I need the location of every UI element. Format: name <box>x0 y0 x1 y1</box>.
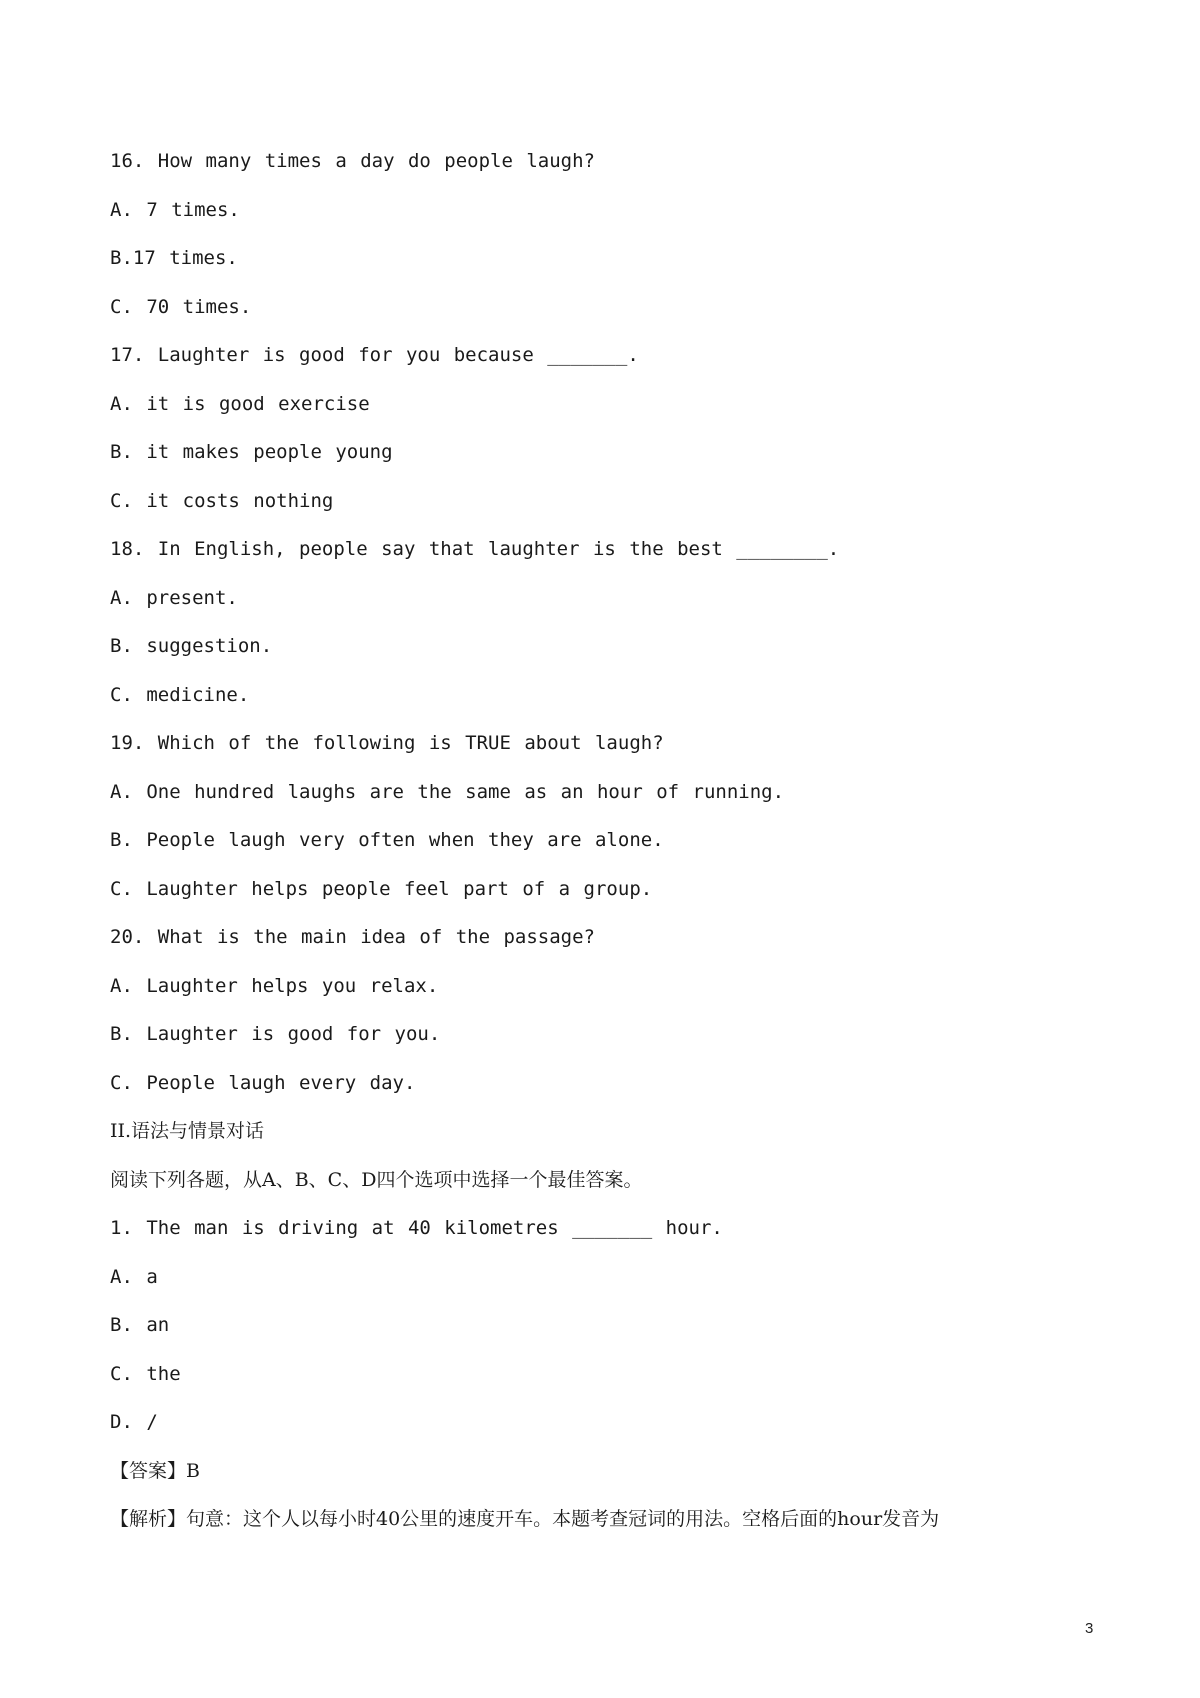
option-17-c: C. it costs nothing <box>110 489 334 512</box>
option-1-d: D. / <box>110 1411 158 1433</box>
option-16-c: C. 70 times. <box>110 295 252 318</box>
question-1: 1. The man is driving at 40 kilometres _______ hour. <box>110 1217 723 1239</box>
option-19-c: C. Laughter helps people feel part of a group. <box>110 877 653 900</box>
analysis-line: 【解析】句意：这个人以每小时40公里的速度开车。本题考查冠词的用法。空格后面的hour发音为 <box>110 1508 940 1530</box>
option-16-a: A. 7 times. <box>110 198 240 221</box>
question-20: 20. What is the main idea of the passage? <box>110 926 595 948</box>
option-17-b: B. it makes people young <box>110 441 393 463</box>
option-20-c: C. People laugh every day. <box>110 1071 416 1094</box>
option-19-b: B. People laugh very often when they are alone. <box>110 829 664 851</box>
question-16: 16. How many times a day do people laugh? <box>110 150 595 172</box>
answer-line: 【答案】B <box>110 1459 200 1482</box>
option-18-b: B. suggestion. <box>110 635 273 657</box>
option-1-b: B. an <box>110 1314 170 1336</box>
question-19: 19. Which of the following is TRUE about laugh? <box>110 732 664 754</box>
option-20-b: B. Laughter is good for you. <box>110 1023 441 1045</box>
question-17: 17. Laughter is good for you because _______. <box>110 344 639 366</box>
option-1-c: C. the <box>110 1362 181 1385</box>
section-instructions: 阅读下列各题，从A、B、C、D四个选项中选择一个最佳答案。 <box>110 1168 643 1191</box>
page-number: 3 <box>1085 1620 1094 1637</box>
question-18: 18. In English, people say that laughter is the best ________. <box>110 538 840 560</box>
option-1-a: A. a <box>110 1265 158 1288</box>
option-18-c: C. medicine. <box>110 683 250 706</box>
option-20-a: A. Laughter helps you relax. <box>110 974 439 997</box>
option-16-b: B.17 times. <box>110 247 238 269</box>
section-heading: II.语法与情景对话 <box>110 1120 265 1142</box>
option-19-a: A. One hundred laughs are the same as an hour of running. <box>110 780 785 803</box>
option-18-a: A. present. <box>110 586 238 609</box>
document-body <box>110 150 1110 1557</box>
option-17-a: A. it is good exercise <box>110 392 370 415</box>
